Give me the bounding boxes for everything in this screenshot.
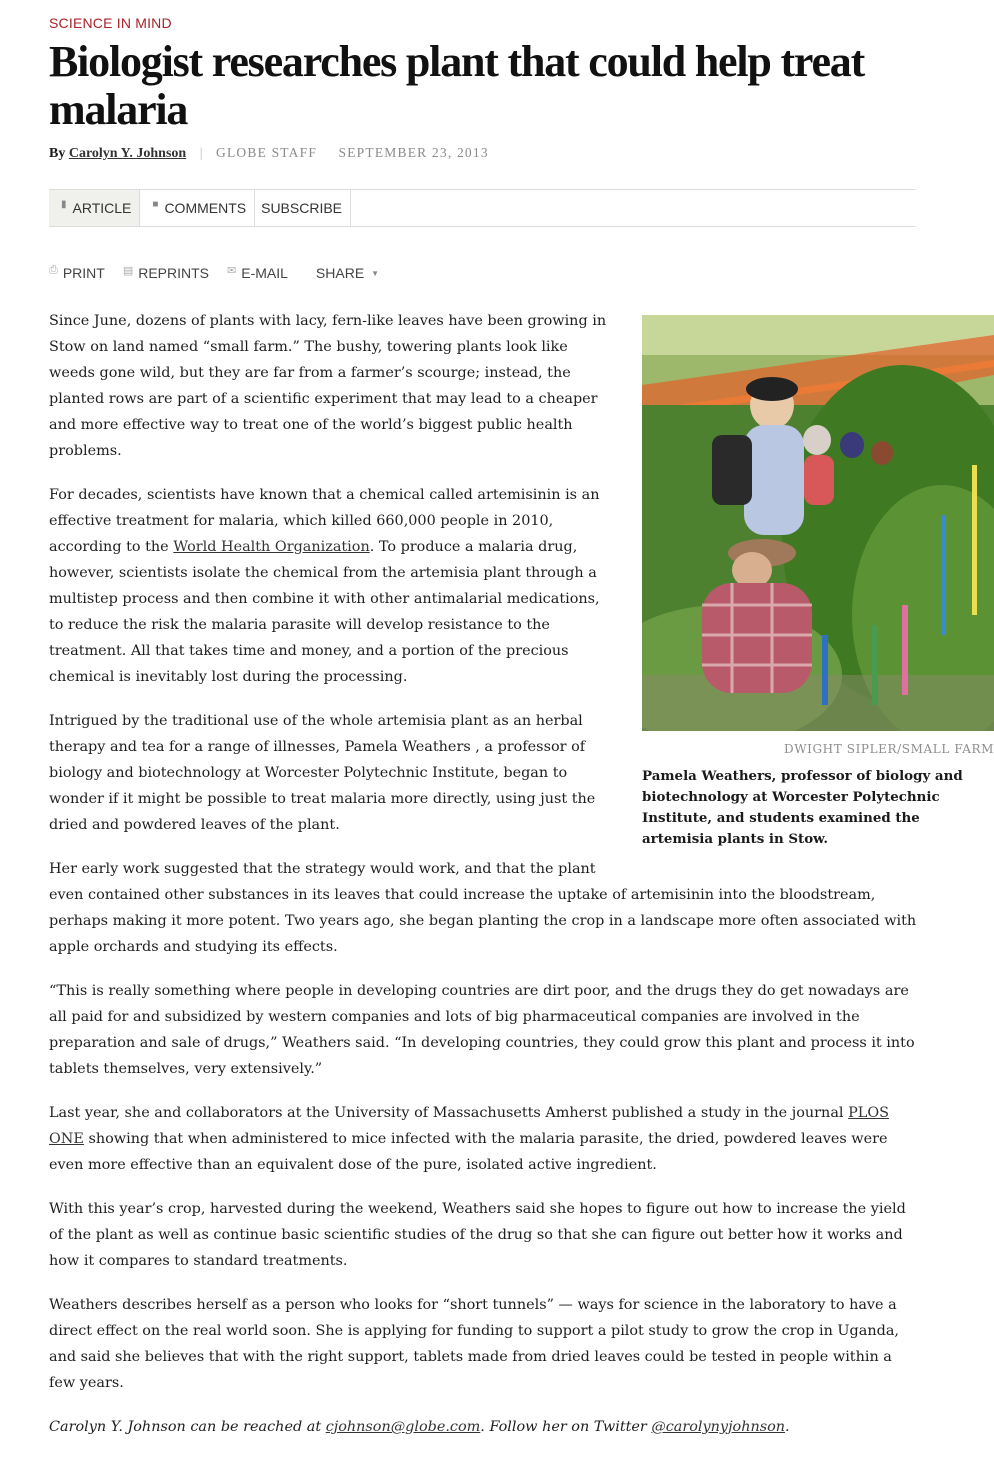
reprint-icon: ▤ xyxy=(122,264,134,277)
printer-icon: ⎙ xyxy=(49,263,58,276)
paragraph: Her early work suggested that the strategy would work, and that the plant even contained other substances in its leaves that could increase the uptake of artemisinin into the bloodstream, perhaps making it more potent. Two years ago, she began planting the crop in a landscape more often associated with apple orchards and studying its effects. xyxy=(49,861,917,955)
article-figure xyxy=(642,315,994,850)
signature-text: . Follow her on Twitter xyxy=(480,1419,652,1435)
paragraph: With this year’s crop, harvested during the weekend, Weathers said she hopes to figure out how to increase the yield of the plant as well as continue basic scientific studies of the drug so that she can figure out better how it works and how it compares to standard treatments. xyxy=(49,1201,906,1269)
share-button[interactable] xyxy=(316,265,379,281)
caret-down-icon: ▼ xyxy=(371,268,380,278)
paragraph: Since June, dozens of plants with lacy, fern-like leaves have been growing in Stow on land named “small farm.” The bushy, towering plants look like weeds gone wild, but they are far from a farmer’s scourge; instead, the planted rows are part of a scientific experiment that may lead to a cheaper and more effective way to treat one of the world’s biggest public health problems. xyxy=(49,313,607,459)
signature-text: Carolyn Y. Johnson can be reached at xyxy=(49,1419,326,1435)
paragraph: Weathers describes herself as a person who looks for “short tunnels” — ways for science in the laboratory to have a direct effect on the real world soon. She is applying for funding to support a pilot study to grow the crop in Uganda, and said she believes that with the right support, tablets made from dried leaves could be tested in people within a few years. xyxy=(49,1297,899,1391)
photo-credit: DWIGHT SIPLER/SMALL FARM xyxy=(783,742,994,756)
author-signature xyxy=(49,1414,919,1440)
tab-article[interactable] xyxy=(49,190,140,226)
byline-staff: GLOBE STAFF xyxy=(216,145,318,160)
tab-subscribe-label: SUBSCRIBE xyxy=(261,200,343,216)
signature-text: . xyxy=(785,1419,790,1435)
paragraph-text: Last year, she and collaborators at the University of Massachusetts Amherst published a study in the journal xyxy=(49,1105,849,1121)
article-body xyxy=(49,308,994,1458)
author-link[interactable]: Carolyn Y. Johnson xyxy=(68,146,187,161)
paragraph: “This is really something where people in developing countries are dirt poor, and the drugs they do get nowadays are all paid for and subsidized by western companies and lots of big pharmaceutical companies are involved in the preparation and sale of drugs,” Weathers said. “In developing countries, they could grow this plant and process it into tablets themselves, very extensively.” xyxy=(49,983,915,1077)
tab-article-label: ARTICLE xyxy=(72,200,132,216)
photo-caption: Pamela Weathers, professor of biology and biotechnology at Worcester Polytechnic Institute, and students examined the artemisia plants in Stow. xyxy=(642,768,963,847)
envelope-icon: ✉ xyxy=(227,264,237,277)
author-email-link[interactable]: cjohnson@globe.com xyxy=(325,1419,481,1435)
print-button[interactable] xyxy=(49,265,105,281)
plos-one-link[interactable]: PLOS ONE xyxy=(49,1105,889,1147)
publish-date: SEPTEMBER 23, 2013 xyxy=(338,145,489,160)
paragraph-text: . To produce a malaria drug, however, scientists isolate the chemical from the artemisia plant through a multistep process and then combine it with other antimalarial medications, to reduce the risk the malaria parasite will develop resistance to the treatment. All that takes time and money, and a portion of the precious chemical is inevitably lost during the processing. xyxy=(49,539,600,685)
tab-comments[interactable] xyxy=(140,190,255,226)
comment-icon: ■ xyxy=(152,198,159,210)
photo-illustration xyxy=(642,315,994,731)
paragraph: Intrigued by the traditional use of the whole artemisia plant as an herbal therapy and tea for a range of illnesses, Pamela Weathers , a professor of biology and biotechnology at Worcester Polytechnic Institute, began to wonder if it might be possible to treat malaria more directly, using just the dried and powdered leaves of the plant. xyxy=(49,713,596,833)
article-tabs xyxy=(49,189,915,227)
article-headline: Biologist researches plant that could help treat malaria xyxy=(49,37,865,134)
tab-comments-label: COMMENTS xyxy=(164,200,247,216)
author-twitter-link[interactable]: @carolynyjohnson xyxy=(651,1419,786,1435)
tab-subscribe[interactable] xyxy=(255,190,351,226)
byline xyxy=(49,145,489,162)
email-label: E-MAIL xyxy=(241,265,288,281)
byline-separator: | xyxy=(199,146,203,161)
byline-by: By xyxy=(49,146,66,161)
reprints-button[interactable] xyxy=(123,265,209,281)
paragraph-text: For decades, scientists have known that a chemical called artemisinin is an effective treatment for malaria, which killed 660,000 people in 2010, according to the xyxy=(49,487,600,555)
who-link[interactable]: World Health Organization xyxy=(173,539,370,555)
paragraph xyxy=(49,1100,919,1178)
document-icon: ▮ xyxy=(61,198,67,210)
reprints-label: REPRINTS xyxy=(138,265,210,281)
print-label: PRINT xyxy=(62,265,105,281)
share-label: SHARE xyxy=(315,265,365,281)
paragraph-text: showing that when administered to mice infected with the malaria parasite, the dried, powdered leaves were even more effective than an equivalent dose of the pure, isolated active ingredient. xyxy=(49,1131,888,1173)
section-label[interactable]: SCIENCE IN MIND xyxy=(49,15,172,31)
article-photo[interactable] xyxy=(642,315,994,731)
article-tools xyxy=(49,265,397,281)
email-button[interactable] xyxy=(227,265,288,281)
